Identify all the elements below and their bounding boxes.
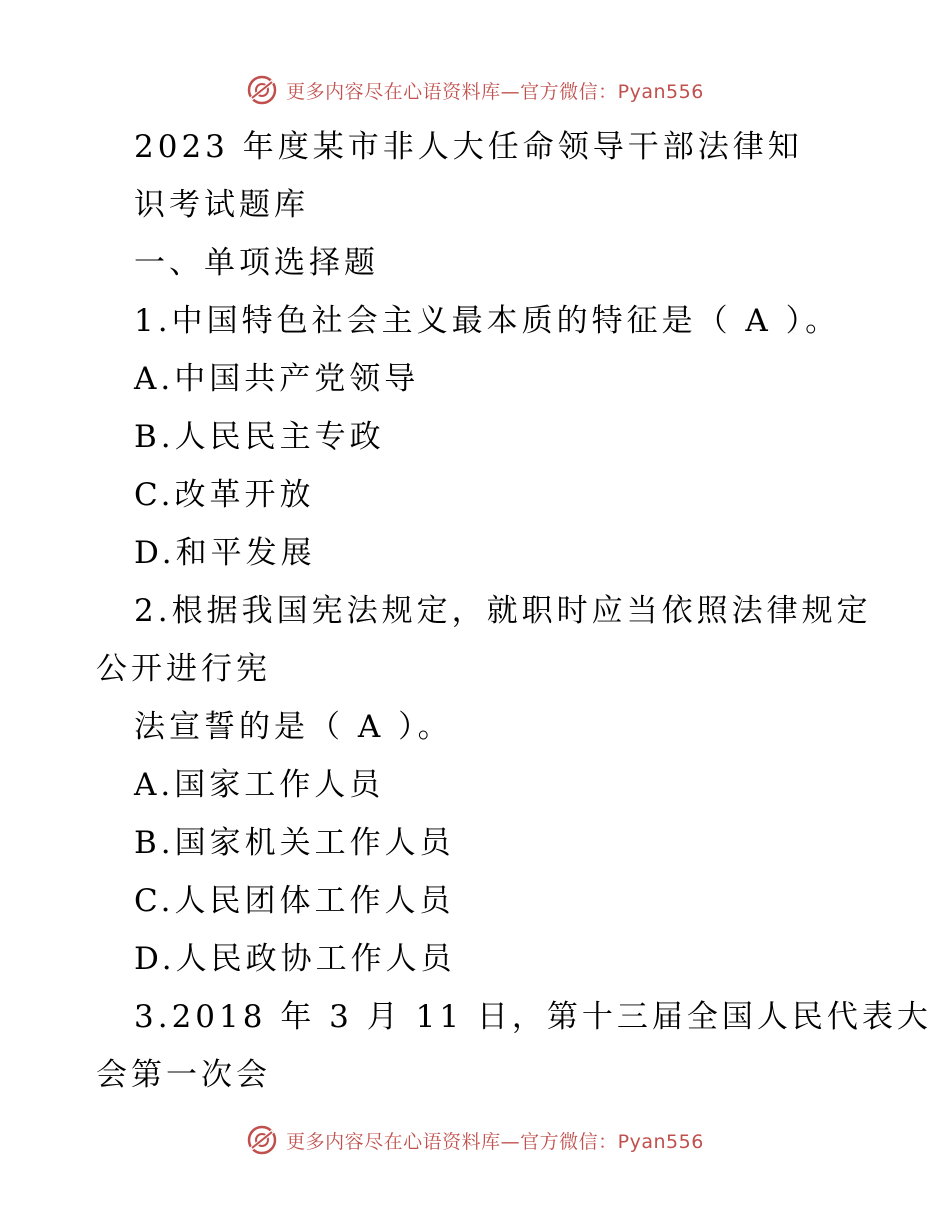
question-2-option-c: C.人民团体工作人员: [134, 883, 455, 919]
question-2-option-a: A.国家工作人员: [134, 767, 385, 803]
brand-logo-icon: [246, 74, 278, 106]
question-1-option-a: A.中国共产党领导: [134, 361, 420, 397]
question-3-stem-line-2: 会第一次会: [96, 1057, 271, 1093]
footer-banner-text: 更多内容尽在心语资料库—官方微信：Pyan556: [286, 1130, 704, 1153]
brand-logo-icon: [246, 1124, 278, 1156]
question-3-stem-line-1: 3.2018 年 3 月 11 日，第十三届全国人民代表大: [134, 999, 932, 1035]
question-1-option-d: D.和平发展: [134, 535, 316, 571]
document-body: [96, 118, 932, 1104]
section-heading: 一、单项选择题: [134, 245, 379, 281]
question-2-stem-line-1: 2.根据我国宪法规定，就职时应当依照法律规定: [134, 593, 872, 629]
header-watermark-banner: [0, 70, 950, 110]
question-1-stem: 1.中国特色社会主义最本质的特征是（ A ）。: [134, 303, 841, 339]
question-2-option-b: B.国家机关工作人员: [134, 825, 455, 861]
question-2-option-d: D.人民政协工作人员: [134, 941, 456, 977]
question-1-option-c: C.改革开放: [134, 477, 315, 513]
document-title-line-1: 2023 年度某市非人大任命领导干部法律知: [134, 129, 803, 165]
footer-watermark-banner: [0, 1120, 950, 1160]
question-1-option-b: B.人民民主专政: [134, 419, 385, 455]
header-banner-text: 更多内容尽在心语资料库—官方微信：Pyan556: [286, 80, 704, 103]
question-2-stem-line-3: 法宣誓的是（ A ）。: [134, 709, 453, 745]
document-title-line-2: 识考试题库: [134, 187, 309, 223]
question-2-stem-line-2: 公开进行宪: [96, 651, 271, 687]
